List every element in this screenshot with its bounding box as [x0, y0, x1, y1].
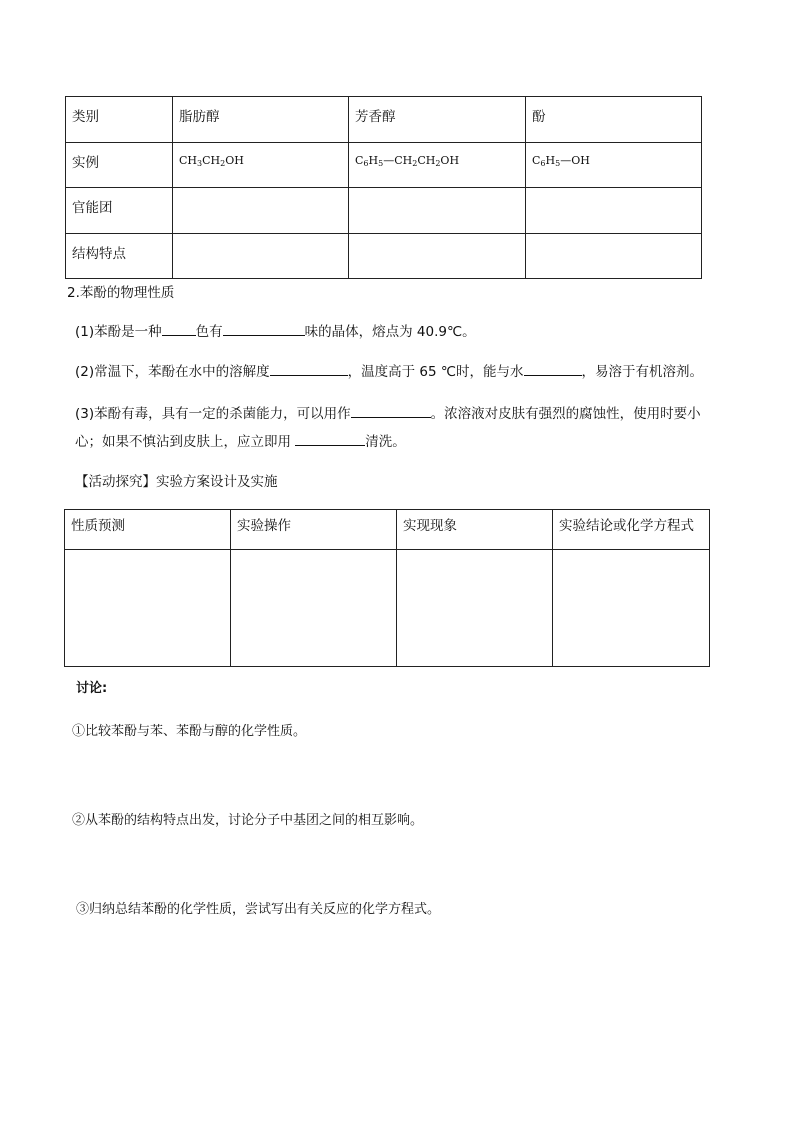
- discussion-question-1: ①比较苯酚与苯、苯酚与醇的化学性质。: [72, 724, 307, 739]
- p3-text-c: 心；如果不慎沾到皮肤上，应立即用: [75, 434, 296, 450]
- p2-text-c: ，易溶于有机溶剂。: [581, 364, 704, 380]
- header-aliphatic-alcohol: 脂肪醇: [173, 97, 349, 143]
- cell-empty: [349, 234, 526, 279]
- p3-text-d: 清洗。: [365, 434, 406, 450]
- formula-ethanol: $CH_3CH_2OH$: [173, 143, 349, 188]
- header-phenol: 酚: [526, 97, 702, 143]
- formula-benzyl-ethanol: $C_6H_5—CH_2CH_2OH$: [349, 143, 526, 188]
- p2-text-b: ，温度高于 65 ℃时，能与水: [347, 364, 524, 380]
- paragraph-2: [75, 360, 703, 380]
- p1-text-a: (1)苯酚是一种: [75, 324, 162, 340]
- header-conclusion: 实验结论或化学方程式: [553, 510, 710, 550]
- header-phenomenon: 实现现象: [397, 510, 553, 550]
- activity-heading: 【活动探究】实验方案设计及实施: [75, 474, 278, 490]
- header-category: 类别: [66, 97, 173, 143]
- header-experiment-operation: 实验操作: [231, 510, 397, 550]
- alcohol-phenol-table: [65, 96, 702, 279]
- p2-text-a: (2)常温下，苯酚在水中的溶解度: [75, 364, 270, 380]
- experiment-table: [64, 509, 710, 667]
- header-aromatic-alcohol: 芳香醇: [349, 97, 526, 143]
- cell-empty: [526, 188, 702, 234]
- blank-miscibility[interactable]: [524, 362, 582, 376]
- cell-empty[interactable]: [65, 550, 231, 667]
- row-label-functional-group: 官能团: [66, 188, 173, 234]
- discussion-title: 讨论:: [76, 681, 108, 696]
- p1-text-c: 味的晶体，熔点为 40.9℃。: [304, 324, 476, 340]
- cell-empty[interactable]: [553, 550, 710, 667]
- blank-odor[interactable]: [223, 322, 305, 336]
- p1-text-b: 色有: [195, 324, 223, 340]
- header-property-prediction: 性质预测: [65, 510, 231, 550]
- cell-empty: [173, 234, 349, 279]
- blank-usage[interactable]: [351, 404, 431, 418]
- blank-wash-agent[interactable]: [295, 432, 365, 446]
- blank-color[interactable]: [162, 322, 196, 336]
- discussion-question-2: ②从苯酚的结构特点出发，讨论分子中基团之间的相互影响。: [72, 813, 424, 828]
- p3-text-b: 。浓溶液对皮肤有强烈的腐蚀性，使用时要小: [430, 406, 701, 422]
- cell-empty: [349, 188, 526, 234]
- p3-text-a: (3)苯酚有毒，具有一定的杀菌能力，可以用作: [75, 406, 351, 422]
- paragraph-1: [75, 320, 476, 340]
- cell-empty: [173, 188, 349, 234]
- paragraph-3-line-1: [75, 402, 701, 422]
- cell-empty: [526, 234, 702, 279]
- paragraph-3-line-2: [75, 430, 406, 450]
- cell-empty[interactable]: [397, 550, 553, 667]
- discussion-question-3: ③归纳总结苯酚的化学性质，尝试写出有关反应的化学方程式。: [76, 902, 441, 917]
- row-label-example: 实例: [66, 143, 173, 188]
- section-heading-physical-properties: 2.苯酚的物理性质: [67, 285, 175, 301]
- blank-solubility[interactable]: [270, 362, 348, 376]
- cell-empty[interactable]: [231, 550, 397, 667]
- formula-phenol: $C_6H_5—OH$: [526, 143, 702, 188]
- row-label-structure: 结构特点: [66, 234, 173, 279]
